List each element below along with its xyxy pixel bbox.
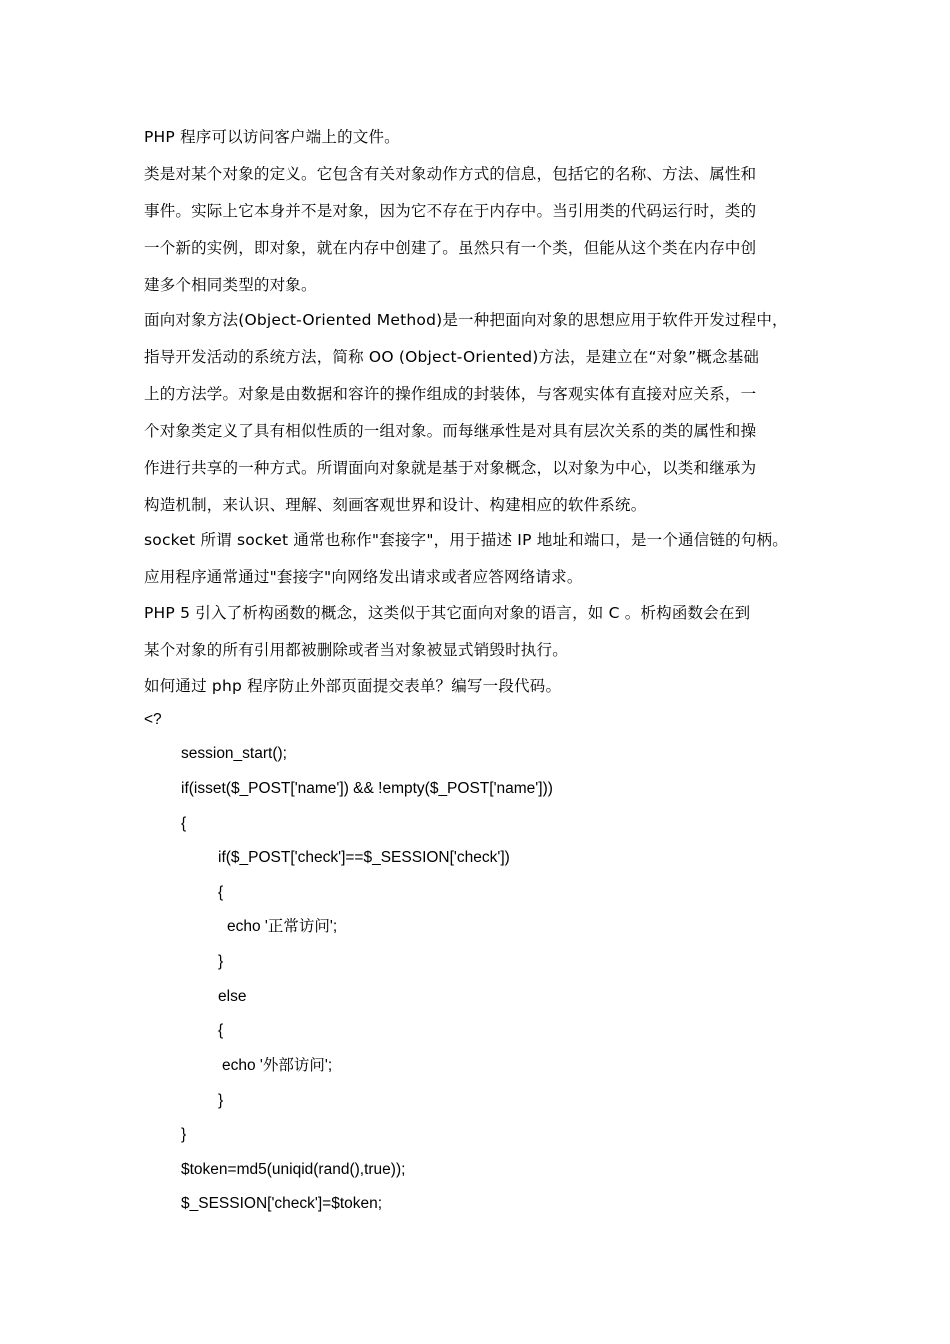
code-line: $_SESSION['check']=$token; bbox=[181, 1195, 383, 1212]
code-line: } bbox=[181, 1126, 187, 1143]
code-line: echo '外部访问'; bbox=[222, 1057, 333, 1074]
paragraph-line: 一个新的实例，即对象，就在内存中创建了。虽然只有一个类，但能从这个类在内存中创 bbox=[144, 239, 757, 257]
code-line: session_start(); bbox=[181, 745, 287, 762]
paragraph-line: PHP 5 引入了析构函数的概念，这类似于其它面向对象的语言，如 C 。析构函数会在到 bbox=[144, 604, 751, 622]
code-line: $token=md5(uniqid(rand(),true)); bbox=[181, 1161, 406, 1178]
paragraph-line: 构造机制，来认识、理解、刻画客观世界和设计、构建相应的软件系统。 bbox=[144, 496, 647, 514]
code-line: { bbox=[181, 815, 187, 832]
code-line: <? bbox=[144, 711, 162, 728]
code-line: { bbox=[218, 884, 224, 901]
paragraph-line: 某个对象的所有引用都被删除或者当对象被显式销毁时执行。 bbox=[144, 641, 568, 659]
paragraph-line: PHP 程序可以访问客户端上的文件。 bbox=[144, 128, 400, 146]
paragraph-line: 建多个相同类型的对象。 bbox=[144, 276, 317, 294]
paragraph-line: 如何通过 php 程序防止外部页面提交表单？编写一段代码。 bbox=[144, 677, 562, 695]
paragraph-line: 类是对某个对象的定义。它包含有关对象动作方式的信息，包括它的名称、方法、属性和 bbox=[144, 165, 757, 183]
code-line: if(isset($_POST['name']) && !empty($_POST['name'])) bbox=[181, 780, 553, 797]
code-line: if($_POST['check']==$_SESSION['check']) bbox=[218, 849, 510, 866]
paragraph-line: 作进行共享的一种方式。所谓面向对象就是基于对象概念，以对象为中心，以类和继承为 bbox=[144, 459, 757, 477]
paragraph-line: 个对象类定义了具有相似性质的一组对象。而每继承性是对具有层次关系的类的属性和操 bbox=[144, 422, 757, 440]
code-line: } bbox=[218, 953, 224, 970]
paragraph-line: 应用程序通常通过"套接字"向网络发出请求或者应答网络请求。 bbox=[144, 568, 583, 586]
code-line: } bbox=[218, 1092, 224, 1109]
paragraph-line: 面向对象方法(Object-Oriented Method)是一种把面向对象的思想应用于软件开发过程中， bbox=[144, 311, 788, 329]
code-line: else bbox=[218, 988, 247, 1005]
code-line: { bbox=[218, 1022, 224, 1039]
paragraph-line: 事件。实际上它本身并不是对象，因为它不存在于内存中。当引用类的代码运行时，类的 bbox=[144, 202, 757, 220]
paragraph-line: socket 所谓 socket 通常也称作"套接字"，用于描述 IP 地址和端口，是一个通信链的句柄。 bbox=[144, 531, 788, 549]
paragraph-line: 指导开发活动的系统方法，简称 OO (Object-Oriented)方法，是建立在“对象”概念基础 bbox=[144, 348, 760, 366]
code-line: echo '正常访问'; bbox=[227, 918, 338, 935]
paragraph-line: 上的方法学。对象是由数据和容许的操作组成的封装体，与客观实体有直接对应关系，一 bbox=[144, 385, 757, 403]
